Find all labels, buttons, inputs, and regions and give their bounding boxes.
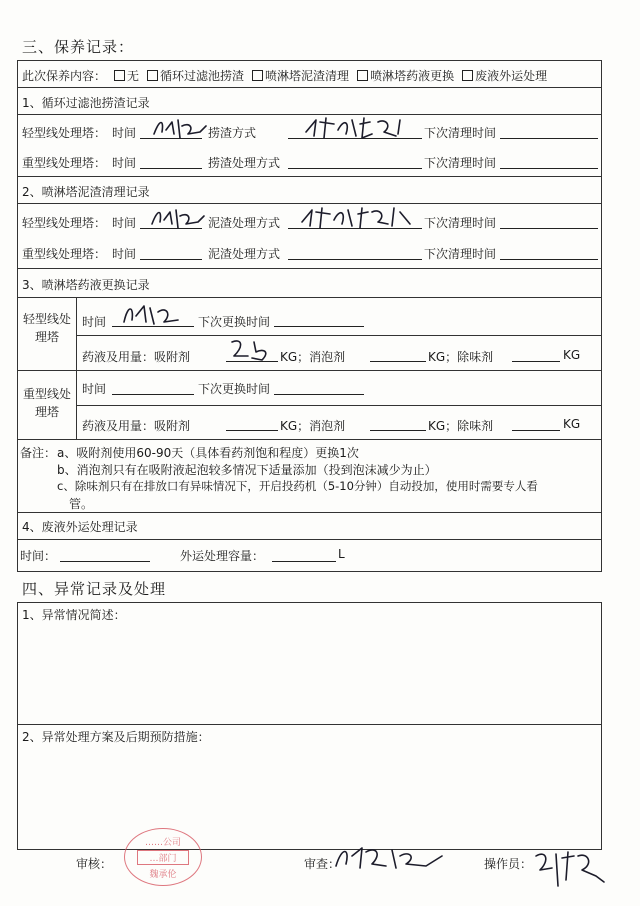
s3-heavy-time-label: 时间 [82, 382, 107, 396]
review-label: 审查： [304, 857, 341, 871]
s3-heavy-next-label: 下次更换时间 [198, 382, 271, 396]
s3-heavy-adsorbent-field[interactable] [226, 430, 278, 431]
s2-light-time-label: 时间 [112, 216, 137, 230]
notes-head: 备注： [20, 446, 57, 460]
section4-title: 四、异常记录及处理 [22, 580, 167, 598]
s2-heavy-next-label: 下次清理时间 [424, 247, 497, 261]
s1-heavy-method-label: 捞渣处理方式 [208, 156, 281, 170]
option-checkbox-filter[interactable] [147, 70, 158, 81]
s1-light-label: 轻型线处理塔： [22, 126, 107, 140]
s4-time-label: 时间： [20, 549, 57, 563]
handwriting-date [148, 202, 208, 234]
s3-heavy-dosage-label: 药液及用量：吸附剂 [82, 419, 191, 433]
note-c-cont: 管。 [69, 497, 94, 511]
option-checkbox-none[interactable] [114, 70, 125, 81]
s3-light-deodor-field[interactable] [512, 361, 560, 362]
s2-light-next-label: 下次清理时间 [424, 216, 497, 230]
divider [17, 268, 602, 269]
content-label: 此次保养内容： [22, 69, 107, 83]
s4-volume-label: 外运处理容量： [180, 549, 265, 563]
s3-heavy-defoam-label: KG；消泡剂 [280, 419, 346, 433]
s1-heavy-next-label: 下次清理时间 [424, 156, 497, 170]
divider [17, 724, 602, 725]
s3-light-defoam-label: KG；消泡剂 [280, 350, 346, 364]
s1-heavy-next-field[interactable] [500, 168, 598, 169]
s4-title: 4、废液外运处理记录 [22, 520, 138, 534]
s3-light-label: 轻型线处理塔 [22, 312, 71, 344]
s1-light-next-field[interactable] [500, 138, 598, 139]
note-a: a、吸附剂使用60-90天（具体看药剂饱和程度）更换1次 [57, 446, 359, 460]
handwriting-signature [330, 838, 450, 878]
s3-heavy-time-field[interactable] [112, 394, 194, 395]
s3-heavy-kg-label: KG [563, 417, 581, 431]
s2-heavy-time-label: 时间 [112, 247, 137, 261]
stamp-line1: ……公司 [144, 838, 181, 848]
handwriting-method [300, 112, 410, 144]
option-label: 喷淋塔泥渣清理 [265, 69, 350, 83]
s3-light-next-field[interactable] [274, 326, 364, 327]
divider [76, 405, 602, 406]
s1-heavy-time-field[interactable] [140, 168, 202, 169]
divider [17, 539, 602, 540]
stamp-line3: 魏承伦 [149, 870, 177, 880]
s1-heavy-label: 重型线处理塔： [22, 156, 107, 170]
divider [76, 297, 77, 439]
handwriting-date [118, 298, 184, 332]
stamp-line2: …部门 [137, 850, 189, 865]
s1-light-method-label: 捞渣方式 [208, 126, 257, 140]
divider [17, 439, 602, 440]
s2-light-next-field[interactable] [500, 228, 598, 229]
s2-heavy-next-field[interactable] [500, 259, 598, 260]
divider [17, 176, 602, 177]
handwriting-adsorbent [226, 334, 280, 364]
s1-title: 1、循环过滤池捞渣记录 [22, 96, 150, 110]
s1-heavy-time-label: 时间 [112, 156, 137, 170]
divider [76, 335, 602, 336]
s3-light-next-label: 下次更换时间 [198, 315, 271, 329]
s3-heavy-next-field[interactable] [274, 394, 364, 395]
s3-heavy-deodor-field[interactable] [512, 430, 560, 431]
s2-light-method-label: 泥渣处理方式 [208, 216, 281, 230]
abnormal-plan-label: 2、异常处理方案及后期预防措施： [22, 730, 210, 744]
abnormal-table [17, 602, 602, 850]
divider [17, 87, 602, 88]
s2-heavy-time-field[interactable] [140, 259, 202, 260]
s3-light-dosage-label: 药液及用量：吸附剂 [82, 350, 191, 364]
option-checkbox-waste[interactable] [462, 70, 473, 81]
s2-title: 2、喷淋塔泥渣清理记录 [22, 185, 150, 199]
divider [17, 512, 602, 513]
abnormal-desc-label: 1、异常情况简述： [22, 608, 126, 622]
handwriting-date [150, 112, 210, 144]
s4-time-field[interactable] [60, 561, 150, 562]
s2-heavy-method-field[interactable] [288, 259, 422, 260]
handwriting-signature [530, 846, 610, 892]
divider [17, 297, 602, 298]
divider [17, 370, 602, 371]
note-c: c、除味剂只有在排放口有异味情况下，开启投药机（5-10分钟）自动投加，使用时需要专人看 [57, 479, 538, 493]
option-checkbox-sludge[interactable] [252, 70, 263, 81]
s3-heavy-defoam-field[interactable] [370, 430, 426, 431]
s1-light-time-label: 时间 [112, 126, 137, 140]
s2-light-label: 轻型线处理塔： [22, 216, 107, 230]
s2-heavy-method-label: 泥渣处理方式 [208, 247, 281, 261]
s3-heavy-label: 重型线处理塔 [22, 387, 71, 419]
content-row [22, 67, 547, 84]
s4-unit: L [338, 547, 345, 561]
option-label: 循环过滤池捞渣 [160, 69, 245, 83]
note-b: b、消泡剂只有在吸附液起泡较多情况下适量添加（投到泡沫减少为止） [57, 463, 437, 477]
option-label: 无 [127, 69, 140, 83]
s2-heavy-label: 重型线处理塔： [22, 247, 107, 261]
s3-light-time-label: 时间 [82, 315, 107, 329]
s3-light-deodor-label: KG；除味剂 [428, 350, 494, 364]
s3-light-defoam-field[interactable] [370, 361, 426, 362]
approval-stamp [124, 828, 202, 886]
option-checkbox-liquid[interactable] [357, 70, 368, 81]
operator-label: 操作员： [484, 857, 533, 871]
option-label: 废液外运处理 [475, 69, 548, 83]
s3-light-kg-label: KG [563, 348, 581, 362]
section3-title: 三、保养记录： [22, 38, 135, 56]
handwriting-method [296, 202, 420, 234]
s4-volume-field[interactable] [272, 561, 336, 562]
audit-label: 审核： [76, 857, 113, 871]
option-label: 喷淋塔药液更换 [370, 69, 455, 83]
s1-light-next-label: 下次清理时间 [424, 126, 497, 140]
s3-heavy-deodor-label: KG；除味剂 [428, 419, 494, 433]
s1-heavy-method-field[interactable] [288, 168, 422, 169]
s3-title: 3、喷淋塔药液更换记录 [22, 278, 150, 292]
